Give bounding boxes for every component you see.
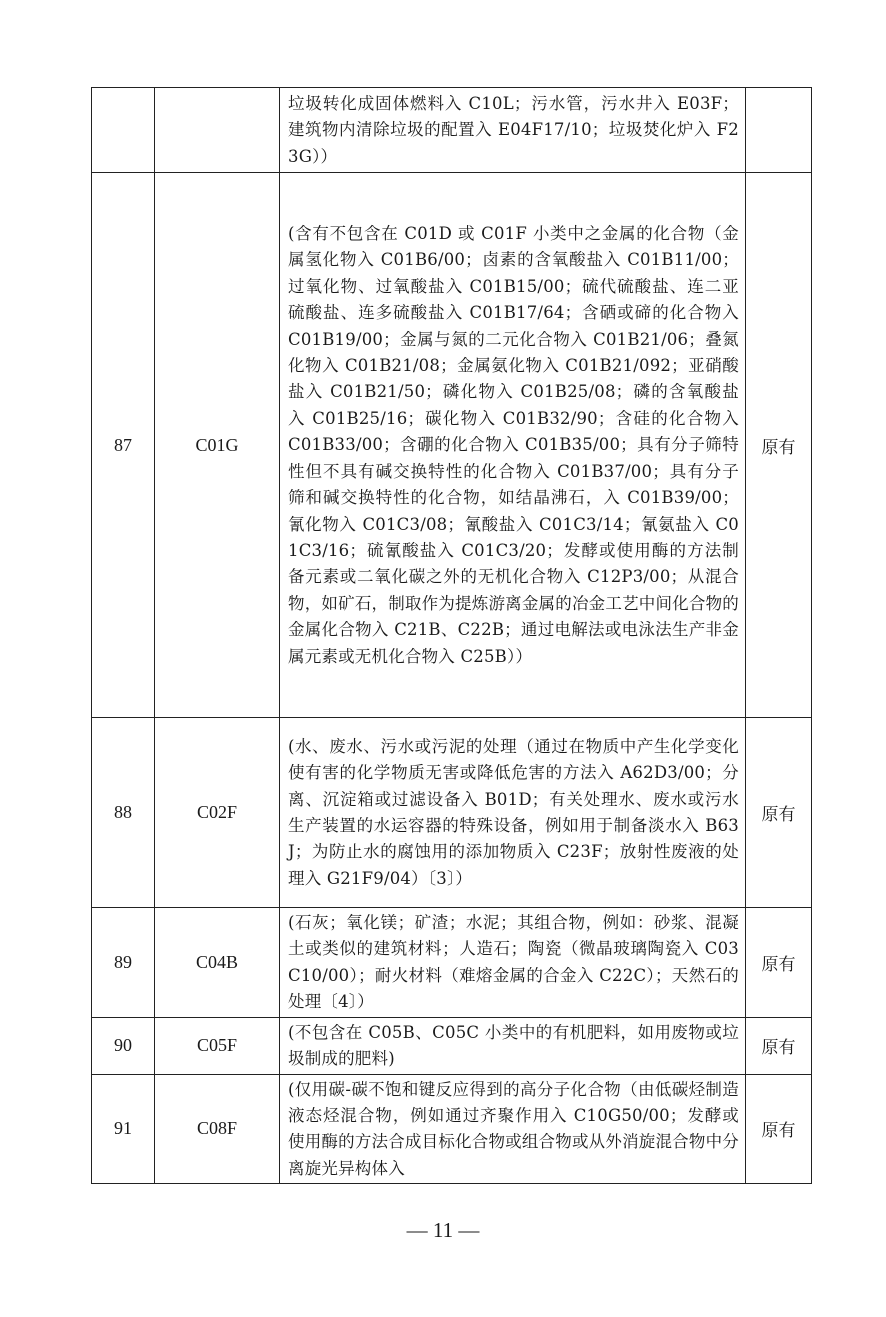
row-status: 原有 — [746, 718, 812, 908]
row-code: C05F — [155, 1017, 280, 1074]
row-number: 88 — [92, 718, 155, 908]
row-status: 原有 — [746, 1017, 812, 1074]
row-code: C04B — [155, 908, 280, 1018]
row-number: 90 — [92, 1017, 155, 1074]
table-row — [92, 1017, 812, 1074]
table-row — [92, 173, 812, 718]
row-description: (不包含在 C05B、C05C 小类中的有机肥料，如用废物或垃圾制成的肥料) — [280, 1017, 746, 1074]
row-code: C02F — [155, 718, 280, 908]
row-status: 原有 — [746, 1074, 812, 1184]
classification-table — [91, 87, 812, 1184]
row-number: 87 — [92, 173, 155, 718]
table-row — [92, 718, 812, 908]
row-status — [746, 88, 812, 173]
row-description: (仅用碳-碳不饱和键反应得到的高分子化合物（由低碳烃制造液态烃混合物，例如通过齐聚作用入 C10G50/00；发酵或使用酶的方法合成目标化合物或组合物或从外消旋混合物中分离旋光异构体入 — [280, 1074, 746, 1184]
row-code: C01G — [155, 173, 280, 718]
page-number: — 11 — — [406, 1218, 480, 1242]
table-row — [92, 908, 812, 1018]
row-number — [92, 88, 155, 173]
row-description: (水、废水、污水或污泥的处理（通过在物质中产生化学变化使有害的化学物质无害或降低危害的方法入 A62D3/00；分离、沉淀箱或过滤设备入 B01D；有关处理水、废水或污水生产装置的水运容器的特殊设备，例如用于制备淡水入 B63J；为防止水的腐蚀用的添加物质入 C23F；放射性废液的处理入 G21F9/04）〔3〕） — [280, 718, 746, 908]
row-description: (石灰；氧化镁；矿渣；水泥；其组合物，例如：砂浆、混凝土或类似的建筑材料；人造石；陶瓷（微晶玻璃陶瓷入 C03C10/00）；耐火材料（难熔金属的合金入 C22C）；天然石的处理〔4〕） — [280, 908, 746, 1018]
row-description: 垃圾转化成固体燃料入 C10L；污水管，污水井入 E03F；建筑物内清除垃圾的配置入 E04F17/10；垃圾焚化炉入 F23G）） — [280, 88, 746, 173]
table-row — [92, 1074, 812, 1184]
row-status: 原有 — [746, 173, 812, 718]
row-number: 91 — [92, 1074, 155, 1184]
row-code: C08F — [155, 1074, 280, 1184]
row-code — [155, 88, 280, 173]
row-status: 原有 — [746, 908, 812, 1018]
table-row — [92, 88, 812, 173]
row-number: 89 — [92, 908, 155, 1018]
row-description: (含有不包含在 C01D 或 C01F 小类中之金属的化合物（金属氢化物入 C01B6/00；卤素的含氧酸盐入 C01B11/00；过氧化物、过氧酸盐入 C01B15/00；硫代硫酸盐、连二亚硫酸盐、连多硫酸盐入 C01B17/64；含硒或碲的化合物入 C01B19/00；金属与氮的二元化合物入 C01B21/06；叠氮化物入 C01B21/08；金属氨化物入 C01B21/092；亚硝酸盐入 C01B21/50；磷化物入 C01B25/08；磷的含氧酸盐入 C01B25/16；碳化物入 C01B32/90；含硅的化合物入 C01B33/00；含硼的化合物入 C01B35/00；具有分子筛特性但不具有碱交换特性的化合物入 C01B37/00；具有分子筛和碱交换特性的化合物，如结晶沸石，入 C01B39/00；氰化物入 C01C3/08；氰酸盐入 C01C3/14；氰氨盐入 C01C3/16；硫氰酸盐入 C01C3/20；发酵或使用酶的方法制备元素或二氧化碳之外的无机化合物入 C12P3/00；从混合物，如矿石，制取作为提炼游离金属的冶金工艺中间化合物的金属化合物入 C21B、C22B；通过电解法或电泳法生产非金属元素或无机化合物入 C25B）） — [280, 173, 746, 718]
